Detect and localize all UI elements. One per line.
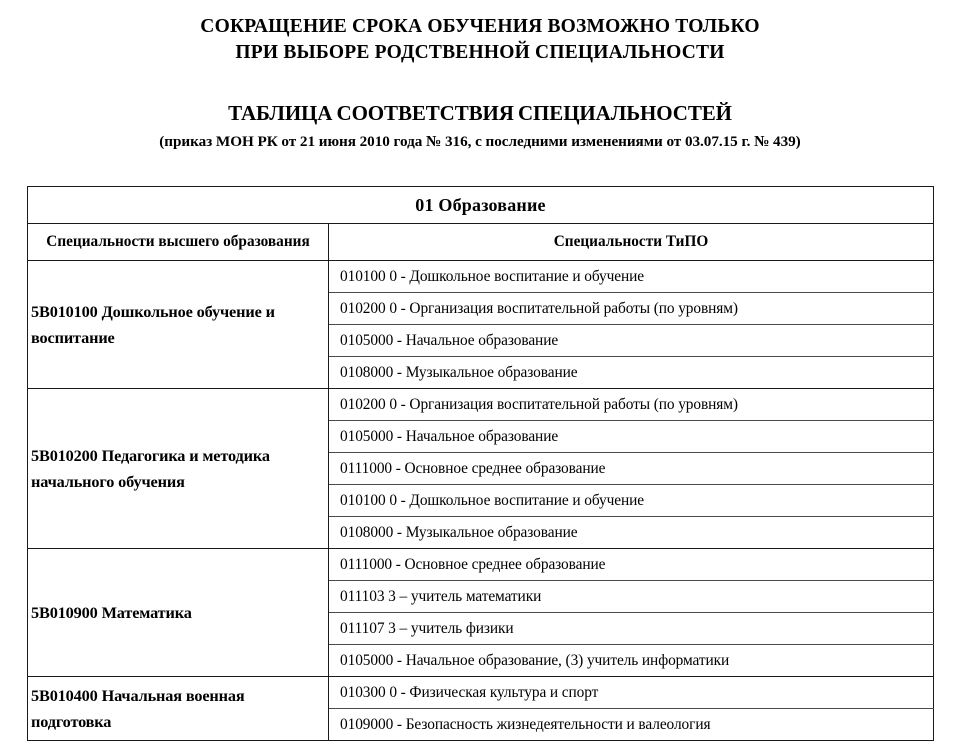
tipo-specialty-item: 011107 3 – учитель физики: [329, 613, 934, 645]
tipo-specialty-item: 0108000 - Музыкальное образование: [329, 517, 934, 549]
column-header-tipo: Специальности ТиПО: [329, 224, 934, 261]
table-row: [28, 389, 934, 421]
tipo-specialty-item: 011103 3 – учитель математики: [329, 581, 934, 613]
tipo-specialty-item: 010200 0 - Организация воспитательной работы (по уровням): [329, 389, 934, 421]
table-title-block: [0, 100, 960, 152]
page-title-line-2: ПРИ ВЫБОРЕ РОДСТВЕННОЙ СПЕЦИАЛЬНОСТИ: [235, 42, 725, 63]
tipo-specialty-item: 010300 0 - Физическая культура и спорт: [329, 677, 934, 709]
tipo-specialty-item: 0109000 - Безопасность жизнедеятельности и валеология: [340, 715, 711, 733]
table-header-row: [28, 224, 934, 261]
table-row: [28, 677, 934, 709]
specialty-group-label: 5В010100 Дошкольное обучение и воспитание: [28, 261, 329, 389]
tipo-specialty-item: 0111000 - Основное среднее образование: [329, 453, 934, 485]
table-title: ТАБЛИЦА СООТВЕТСТВИЯ СПЕЦИАЛЬНОСТЕЙ: [228, 101, 732, 125]
table-body: [28, 187, 934, 741]
specialty-group-label: 5В010900 Математика: [28, 549, 329, 677]
tipo-specialty-item: 010100 0 - Дошкольное воспитание и обучение: [329, 261, 934, 293]
tipo-specialty-item: 0108000 - Музыкальное образование: [329, 357, 934, 389]
page-title-line-1: СОКРАЩЕНИЕ СРОКА ОБУЧЕНИЯ ВОЗМОЖНО ТОЛЬКО: [200, 16, 760, 37]
document-headings: [0, 0, 960, 152]
specialty-group-label: 5В010200 Педагогика и методика начального обучения: [28, 389, 329, 549]
table-row: [28, 549, 934, 581]
table-caption-row: [28, 187, 934, 224]
table-caption-cell: 01 Образование: [28, 187, 934, 224]
tipo-specialty-item: 0105000 - Начальное образование: [329, 325, 934, 357]
tipo-specialty-item: 010100 0 - Дошкольное воспитание и обучение: [329, 485, 934, 517]
tipo-specialty-item: 0105000 - Начальное образование: [329, 421, 934, 453]
tipo-specialty-item: 010200 0 - Организация воспитательной работы (по уровням): [329, 293, 934, 325]
table-order-note: (приказ МОН РК от 21 июня 2010 года № 316, с последними изменениями от 03.07.15 г. № 439): [159, 133, 801, 150]
correspondence-table: [27, 186, 934, 741]
correspondence-table-container: [27, 186, 933, 741]
column-header-higher-education: Специальности высшего образования: [28, 224, 329, 261]
specialty-group-label: 5В010400 Начальная военная подготовка: [28, 677, 329, 741]
tipo-specialty-item: 0105000 - Начальное образование, (3) учитель информатики: [329, 645, 934, 677]
tipo-specialty-item: 0111000 - Основное среднее образование: [329, 549, 934, 581]
page-title: [0, 14, 960, 66]
table-row: [28, 261, 934, 293]
